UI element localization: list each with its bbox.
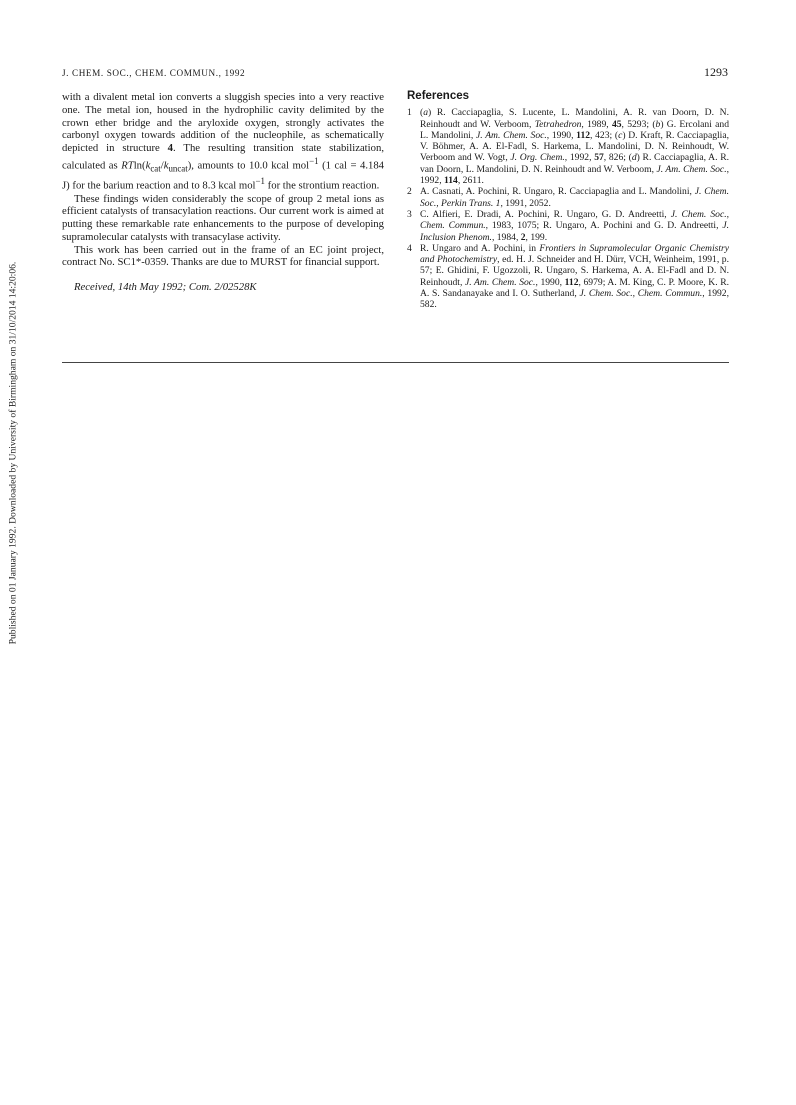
running-head: [62, 66, 728, 80]
structure-number: 4: [167, 142, 174, 154]
reference-item-2: 2 A. Casnati, A. Pochini, R. Ungaro, R. Cacciapaglia and L. Mandolini, J. Chem. Soc., Perkin Trans. 1, 1991, 2052.: [407, 186, 729, 209]
reference-item-1: 1 (a) R. Cacciapaglia, S. Lucente, L. Mandolini, A. R. van Doorn, D. N. Reinhoudt and W. Verboom, Tetrahedron, 1989, 45, 5293; (b) G. Ercolani and L. Mandolini, J. Am. Chem. Soc., 1990, 112, 423; (c) D. Kraft, R. Cacciapaglia, V. Böhmer, A. A. El-Fadl, S. Harkema, L. Mandolini, D. N. Reinhoudt, W. Verboom and W. Vogt, J. Org. Chem., 1992, 57, 826; (d) R. Cacciapaglia, A. R. van Doorn, L. Mandolini, D. N. Reinhoudt and W. Verboom, J. Am. Chem. Soc., 1992, 114, 2611.: [407, 107, 729, 187]
download-watermark-text: Published on 01 January 1992. Downloaded by University of Birmingham on 31/10/2014 14:20:06.: [7, 261, 19, 645]
download-watermark: [7, 238, 19, 668]
body-paragraph-1: with a divalent metal ion converts a sluggish species into a very reactive one. The metal ion, housed in the hydrophilic cavity delimited by the crown ether bridge and the aryloxide oxygen, strongly activates the carbonyl oxygen towards addition of the nucleophile, as schematically depicted in structure 4. The resulting transition state stabilization, calculated as $RTln(k_{cat}/k_{uncat})$, amounts to 10.0 kcal mol$^{-1}$ (1 cal = 4.184 J) for the barium reaction and to 8.3 kcal mol$^{-1}$ for the strontium reaction.: [62, 91, 385, 192]
acknowledgement-paragraph: This work has been carried out in the frame of an EC joint project, contract No. SC1*-0359. Thanks are due to MURST for financial support.: [62, 243, 384, 269]
received-line: Received, 14th May 1992; Com. 2/02528K: [74, 281, 257, 294]
references-heading: References: [407, 90, 470, 102]
reference-item-4: 4 R. Ungaro and A. Pochini, in Frontiers in Supramolecular Organic Chemistry and Photochemistry, ed. H. J. Schneider and H. Dürr, VCH, Weinheim, 1991, p. 57; E. Ghidini, F. Ugozzoli, R. Ungaro, S. Harkema, A. A. El-Fadl and D. N. Reinhoudt, J. Am. Chem. Soc., 1990, 112, 6979; A. M. King, C. P. Moore, K. R. A. S. Sandanayake and I. O. Sutherland, J. Chem. Soc., Chem. Commun., 1992, 582.: [407, 242, 729, 311]
reference-item-3: 3 C. Alfieri, E. Dradi, A. Pochini, R. Ungaro, G. D. Andreetti, J. Chem. Soc., Chem. Commun., 1983, 1075; R. Ungaro, A. Pochini and G. D. Andreetti, J. Inclusion Phenom., 1984, 2, 199.: [407, 208, 729, 243]
body-paragraph-2: These findings widen considerably the scope of group 2 metal ions as efficient catalysts of transacylation reactions. Our current work is aimed at putting these remarkable rate enhancements to the purpose of developing supramolecular catalysts with transacylase activity.: [62, 192, 384, 243]
body-column: [62, 91, 384, 294]
page-number: 1293: [704, 65, 728, 79]
page-divider-rule: [62, 362, 729, 363]
references-column: [407, 91, 729, 311]
journal-citation: J. CHEM. SOC., CHEM. COMMUN., 1992: [62, 68, 246, 78]
